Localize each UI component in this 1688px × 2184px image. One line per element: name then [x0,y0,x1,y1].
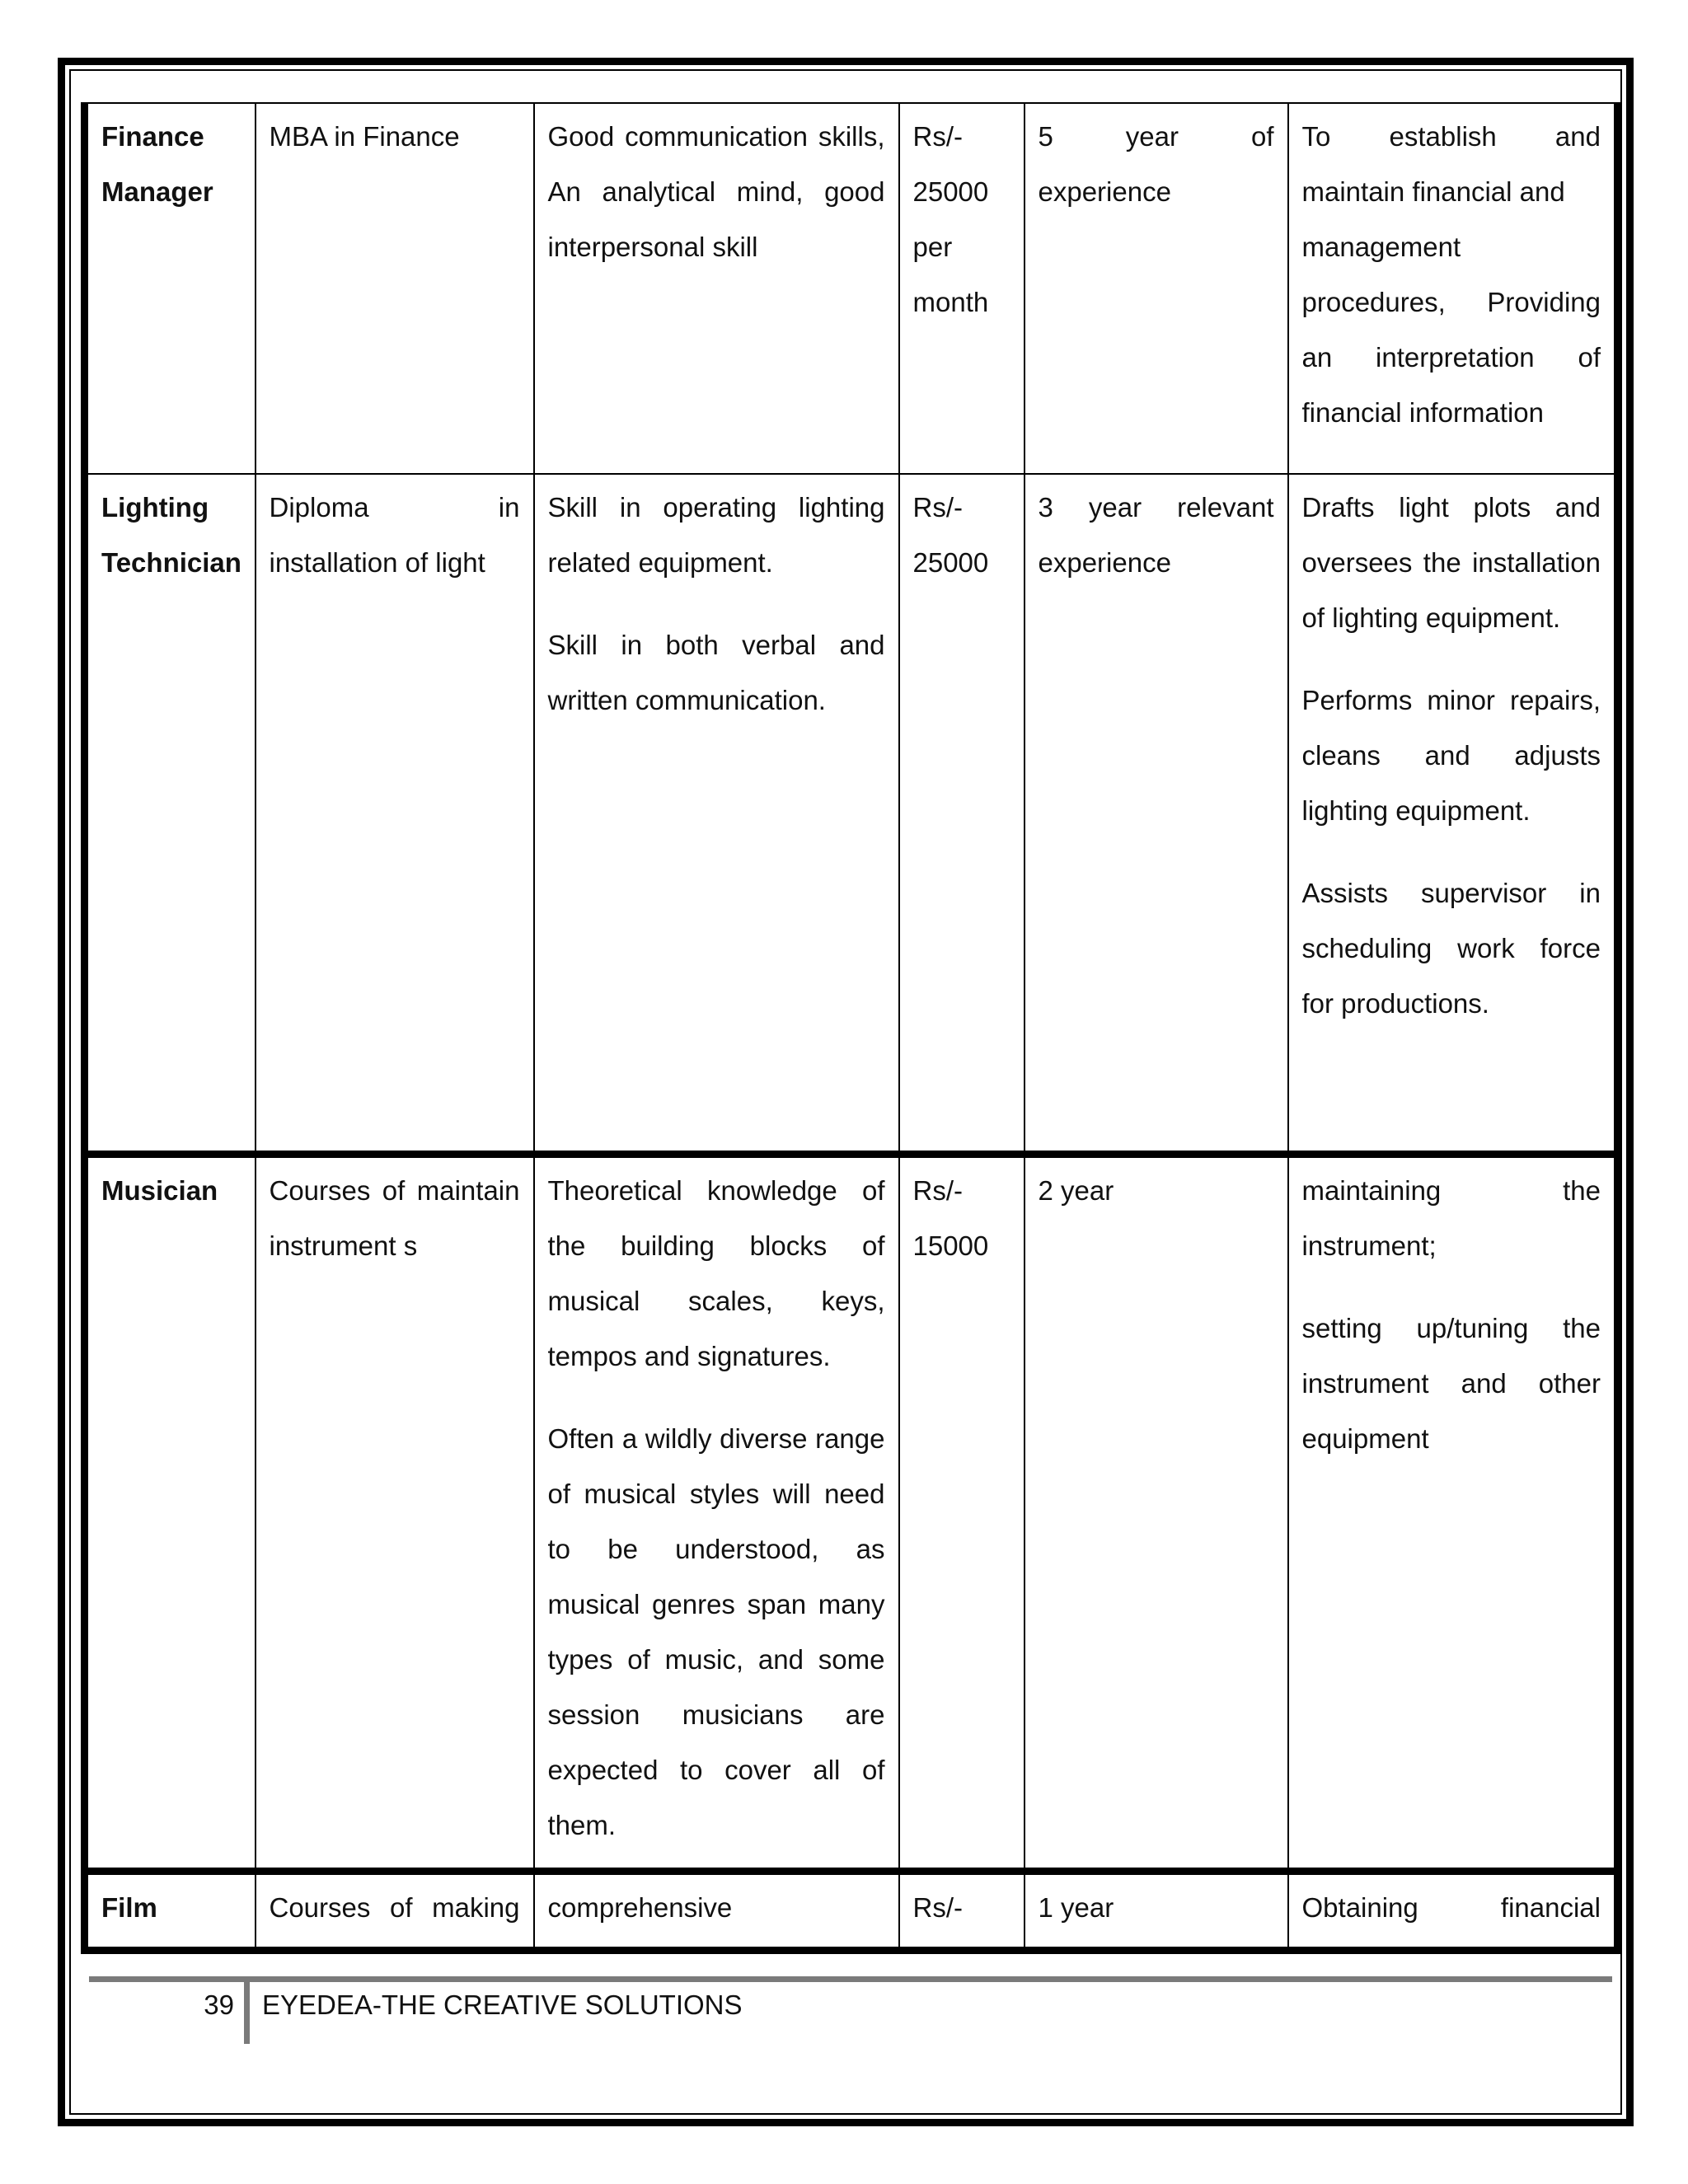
skills-text: Skill in operating lighting related equipment. [547,492,885,578]
responsibility-text: Drafts light plots and oversees the installation of lighting equipment. [1301,492,1601,633]
responsibility-text: Assists supervisor in scheduling work force for productions. [1301,878,1601,1019]
qualification-text: Diploma in installation of light [269,492,520,578]
experience-text: 3 year relevant experience [1038,492,1274,578]
responsibility-text: setting up/tuning the instrument and other equipment [1301,1312,1601,1454]
qualification-cell [256,474,534,1154]
salary-cell [899,474,1025,1154]
skills-text: Theoretical knowledge of the building blocks of musical scales, keys, tempos and signatures. [547,1174,885,1371]
role-cell [85,1871,256,1950]
skills-cell [534,1154,899,1871]
responsibility-text: maintaining the instrument; [1301,1174,1601,1261]
role-cell [85,1154,256,1871]
experience-text: 5 year of experience [1038,121,1274,207]
table-row [85,1871,1618,1950]
qualification-text: Courses of making [269,1891,520,1923]
skills-cell [534,103,899,474]
role-cell [85,474,256,1154]
responsibilities-cell [1288,474,1618,1154]
responsibilities-cell [1288,1871,1618,1950]
salary-text: Rs/- [912,1891,963,1923]
experience-cell [1025,474,1288,1154]
table-row [85,474,1618,1154]
qualification-cell [256,1154,534,1871]
experience-cell [1025,103,1288,474]
qualification-text: MBA in Finance [269,121,460,152]
responsibilities-cell [1288,1154,1618,1871]
responsibility-text: Obtaining financial [1301,1891,1601,1923]
qualification-text: Courses of maintain instrument s [269,1174,520,1261]
table-row [85,103,1618,474]
salary-text: Rs/- 25000 per month [912,121,989,317]
role-name: Musician [101,1174,218,1206]
job-requirements-table [81,102,1621,1954]
salary-cell [899,103,1025,474]
role-cell [85,103,256,474]
salary-cell [899,1154,1025,1871]
salary-text: Rs/- 15000 [912,1174,989,1261]
qualification-cell [256,103,534,474]
role-name: Film [101,1891,157,1923]
responsibilities-cell [1288,103,1618,474]
qualification-cell [256,1871,534,1950]
salary-text: Rs/- 25000 [912,492,989,578]
footer-divider [244,1976,250,2044]
role-name: Lighting Technician [101,492,241,578]
salary-cell [899,1871,1025,1950]
experience-text: 2 year [1038,1174,1114,1206]
skills-cell [534,474,899,1154]
page-number: 39 [204,1990,234,2020]
skills-cell [534,1871,899,1950]
responsibility-text: management procedures, Providing an interpretation of financial information [1301,232,1601,428]
experience-cell [1025,1154,1288,1871]
responsibility-text: Performs minor repairs, cleans and adjusts lighting equipment. [1301,685,1601,826]
skills-text: Skill in both verbal and written communication. [547,630,885,715]
skills-text: comprehensive [547,1891,733,1923]
role-name: Finance Manager [101,121,213,207]
experience-text: 1 year [1038,1891,1114,1923]
responsibility-text: To establish and maintain financial and [1301,121,1601,207]
table-row [85,1154,1618,1871]
job-requirements-table-container [81,102,1614,1954]
footer-rule [89,1976,1612,1982]
footer-title: EYEDEA-THE CREATIVE SOLUTIONS [262,1990,743,2020]
experience-cell [1025,1871,1288,1950]
skills-text: Often a wildly diverse range of musical styles will need to be understood, as musical genres span many types of music, and some session musicians are expected to cover all of them. [547,1422,885,1840]
skills-text: Good communication skills, An analytical mind, good interpersonal skill [547,121,885,262]
